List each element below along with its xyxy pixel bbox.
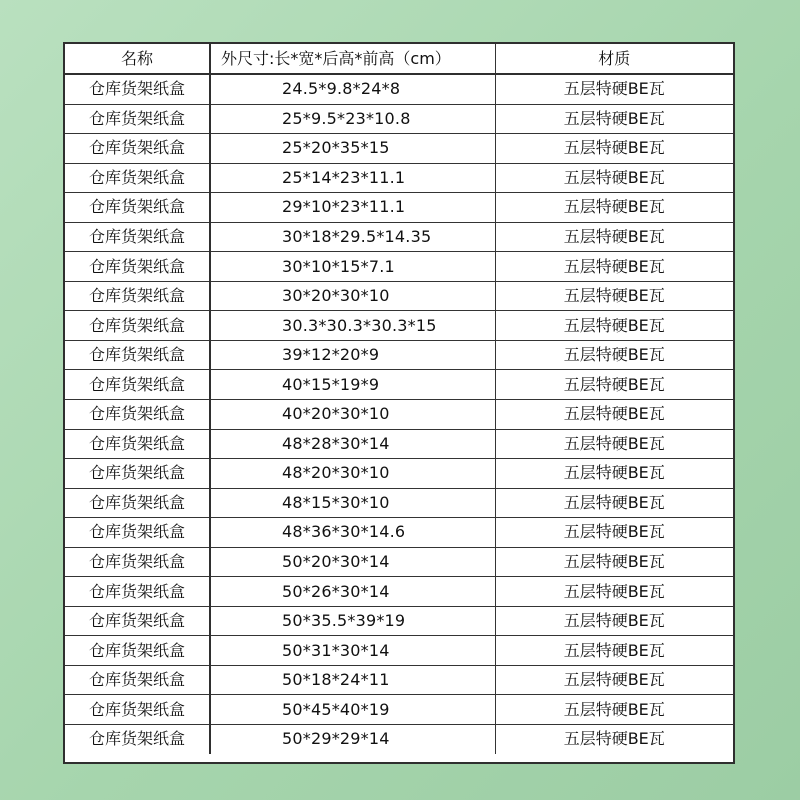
cell-dimensions: 40*20*30*10 (210, 400, 495, 430)
table-row (65, 134, 733, 164)
cell-material: 五层特硬BE瓦 (495, 163, 733, 193)
cell-dimensions: 48*15*30*10 (210, 488, 495, 518)
cell-dimensions: 30.3*30.3*30.3*15 (210, 311, 495, 341)
cell-material: 五层特硬BE瓦 (495, 400, 733, 430)
table-row (65, 547, 733, 577)
cell-dimensions: 50*29*29*14 (210, 725, 495, 754)
cell-dimensions: 50*20*30*14 (210, 547, 495, 577)
column-header-material: 材质 (495, 44, 733, 74)
cell-name: 仓库货架纸盒 (65, 163, 210, 193)
cell-material: 五层特硬BE瓦 (495, 459, 733, 489)
table-row (65, 340, 733, 370)
cell-material: 五层特硬BE瓦 (495, 518, 733, 548)
cell-name: 仓库货架纸盒 (65, 577, 210, 607)
cell-material: 五层特硬BE瓦 (495, 577, 733, 607)
cell-name: 仓库货架纸盒 (65, 547, 210, 577)
cell-dimensions: 50*35.5*39*19 (210, 606, 495, 636)
table-row (65, 104, 733, 134)
cell-dimensions: 50*26*30*14 (210, 577, 495, 607)
cell-name: 仓库货架纸盒 (65, 606, 210, 636)
table-row (65, 193, 733, 223)
cell-dimensions: 39*12*20*9 (210, 340, 495, 370)
cell-name: 仓库货架纸盒 (65, 134, 210, 164)
table-row (65, 695, 733, 725)
cell-name: 仓库货架纸盒 (65, 104, 210, 134)
cell-dimensions: 30*10*15*7.1 (210, 252, 495, 282)
cell-name: 仓库货架纸盒 (65, 281, 210, 311)
table-row (65, 518, 733, 548)
table-row (65, 725, 733, 754)
cell-name: 仓库货架纸盒 (65, 429, 210, 459)
cell-material: 五层特硬BE瓦 (495, 340, 733, 370)
cell-name: 仓库货架纸盒 (65, 518, 210, 548)
cell-material: 五层特硬BE瓦 (495, 74, 733, 104)
table-row (65, 222, 733, 252)
cell-material: 五层特硬BE瓦 (495, 222, 733, 252)
cell-dimensions: 30*18*29.5*14.35 (210, 222, 495, 252)
cell-dimensions: 48*28*30*14 (210, 429, 495, 459)
cell-material: 五层特硬BE瓦 (563, 729, 665, 749)
cell-material: 五层特硬BE瓦 (495, 547, 733, 577)
cell-dimensions: 25*9.5*23*10.8 (210, 104, 495, 134)
cell-material: 五层特硬BE瓦 (495, 665, 733, 695)
table-row (65, 281, 733, 311)
table-row (65, 311, 733, 341)
cell-material: 五层特硬BE瓦 (495, 606, 733, 636)
cell-name: 仓库货架纸盒 (65, 340, 210, 370)
table-row (65, 577, 733, 607)
cell-dimensions: 29*10*23*11.1 (210, 193, 495, 223)
cell-dimensions: 50*31*30*14 (210, 636, 495, 666)
cell-name: 仓库货架纸盒 (65, 725, 210, 754)
cell-material: 五层特硬BE瓦 (495, 134, 733, 164)
cell-name: 仓库货架纸盒 (65, 400, 210, 430)
cell-name: 仓库货架纸盒 (65, 488, 210, 518)
cell-name: 仓库货架纸盒 (65, 459, 210, 489)
cell-name: 仓库货架纸盒 (65, 370, 210, 400)
table-row (65, 252, 733, 282)
column-header-dimensions: 外尺寸:长*宽*后高*前高（cm） (210, 44, 495, 74)
column-header-name: 名称 (65, 44, 210, 74)
table-row (65, 370, 733, 400)
cell-material: 五层特硬BE瓦 (495, 429, 733, 459)
cell-dimensions: 50*18*24*11 (210, 665, 495, 695)
cell-material: 五层特硬BE瓦 (495, 636, 733, 666)
cell-material: 五层特硬BE瓦 (495, 252, 733, 282)
cell-dimensions: 50*45*40*19 (210, 695, 495, 725)
table-row (65, 163, 733, 193)
cell-name: 仓库货架纸盒 (65, 636, 210, 666)
cell-dimensions: 24.5*9.8*24*8 (210, 74, 495, 104)
cell-dimensions: 30*20*30*10 (210, 281, 495, 311)
table-row (65, 488, 733, 518)
cell-name: 仓库货架纸盒 (65, 252, 210, 282)
cell-name: 仓库货架纸盒 (65, 311, 210, 341)
spec-table-sheet (63, 42, 735, 764)
spec-table (65, 44, 733, 754)
table-row (65, 400, 733, 430)
cell-name: 仓库货架纸盒 (65, 695, 210, 725)
table-row (65, 459, 733, 489)
table-row (65, 606, 733, 636)
cell-material: 五层特硬BE瓦 (495, 193, 733, 223)
cell-material: 五层特硬BE瓦 (495, 104, 733, 134)
cell-material: 五层特硬BE瓦 (495, 311, 733, 341)
cell-material: 五层特硬BE瓦 (495, 281, 733, 311)
cell-name: 仓库货架纸盒 (65, 665, 210, 695)
table-row (65, 429, 733, 459)
cell-dimensions: 48*20*30*10 (210, 459, 495, 489)
cell-name: 仓库货架纸盒 (65, 74, 210, 104)
cell-dimensions: 25*14*23*11.1 (210, 163, 495, 193)
cell-dimensions: 40*15*19*9 (210, 370, 495, 400)
cell-name: 仓库货架纸盒 (65, 193, 210, 223)
cell-name: 仓库货架纸盒 (65, 222, 210, 252)
table-row (65, 636, 733, 666)
cell-material: 五层特硬BE瓦 (495, 370, 733, 400)
cell-material: 五层特硬BE瓦 (495, 695, 733, 725)
table-row (65, 665, 733, 695)
cell-dimensions: 48*36*30*14.6 (210, 518, 495, 548)
table-row (65, 74, 733, 104)
table-header-row (65, 44, 733, 74)
cell-dimensions: 25*20*35*15 (210, 134, 495, 164)
cell-material: 五层特硬BE瓦 (495, 488, 733, 518)
